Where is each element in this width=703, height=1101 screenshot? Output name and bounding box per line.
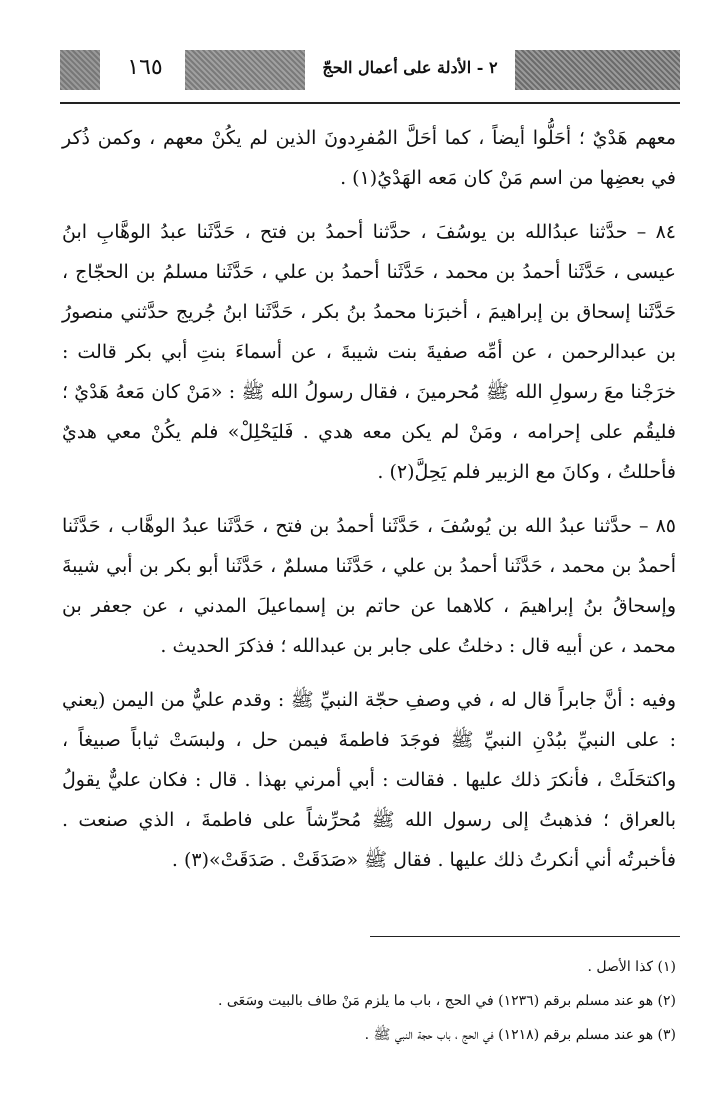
header-decor-middle (185, 50, 305, 90)
footnote-2: (٢) هو عند مسلم برقم (١٢٣٦) في الحج ، باب ما يلزم مَنْ طاف بالبيت وسَعَى . (218, 993, 676, 1009)
paragraph-hadith-85: ٨٥ – حدَّثنا عبدُ الله بن يُوسُفَ ، حَدَّثَنا أحمدُ بن فتح ، حَدَّثَنا عبدُ الوهَّاب ، حَدَّثَنا أحمدُ بن محمد ، حَدَّثَنا أحمدُ بن علي ، حَدَّثَنا مسلمٌ ، حَدَّثَنا أبو بكر بن أبي شيبةَ وإسحاقُ بنُ إبراهيمَ ، كلاهما عن حاتم بن إسماعيلَ المدني ، عن جعفر بن محمد ، عن أبيه قال : دخلتُ على جابر بن عبدالله ؛ فذكرَ الحديث . (62, 515, 676, 657)
header-decor-right (515, 50, 680, 90)
page-header (60, 40, 680, 102)
footnote-1: (١) كذا الأصل . (587, 959, 676, 975)
footnote-rule (370, 936, 680, 937)
paragraph-hadith-84: ٨٤ – حدَّثنا عبدُالله بن يوسُفَ ، حدَّثنا أحمدُ بن فتح ، حَدَّثَنا عبدُ الوهَّابِ ابنُ عيسى ، حَدَّثَنا أحمدُ بن محمد ، حَدَّثَنا أحمدُ بن علي ، حَدَّثَنا مسلمُ بن الحجّاج ، حَدَّثَنا إسحاق بن إبراهيمَ ، أخبرَنا محمدُ بنُ بكر ، حَدَّثَنا ابنُ جُريج حدَّثني منصورُ بن عبدالرحمن ، عن أمِّه صفيةَ بنت شيبةَ ، عن أسماءَ بنتِ أبي بكر قالت : خرَجْنا معَ رسولِ الله ﷺ مُحرمينَ ، فقال رسولُ الله ﷺ : «مَنْ كان مَعهُ هَدْيٌ ؛ فليقُم على إحرامه ، ومَنْ لم يكن معه هدي . فَليَحْلِلْ» فلم يكُنْ معي هديٌ فأحللتُ ، وكانَ مع الزبير فلم يَحِلَّ(٢) . (62, 221, 676, 483)
paragraph-jabir: وفيه : أنَّ جابراً قال له ، في وصفِ حجّة النبيِّ ﷺ : وقدم عليٌّ من اليمن (يعني : على النبيِّ ببُدْنِ النبيِّ ﷺ فوجَدَ فاطمةَ فيمن حل ، ولبسَتْ ثياباً صبيغاً ، واكتحَلَتْ ، فأنكرَ ذلك عليها . فقالت : أبي أمرني بهذا . قال : فكان عليٌّ يقولُ بالعراق ؛ فذهبتُ إلى رسول الله ﷺ مُحرِّشاً على فاطمةَ ، الذي صنعت . فأخبرتُه أني أنكرتُ ذلك عليها . فقال ﷺ «صَدَقَتْ . صَدَقَتْ»(٣) . (62, 689, 676, 871)
header-decor-left (60, 50, 100, 90)
footnotes (62, 950, 676, 1052)
running-title: ٢ - الأدلة على أعمال الحجّ (322, 58, 498, 77)
page-number: ١٦٥ (127, 55, 163, 80)
header-rule (60, 102, 680, 104)
paragraph-continuation: معهم هَدْيٌ ؛ أحَلُّوا أيضاً ، كما أحَلَّ المُفرِدونَ الذين لم يكُنْ معهم ، وكمن ذُكر في بعضِها من اسم مَنْ كان مَعه الهَدْيُ(١) . (62, 127, 676, 189)
main-text (62, 118, 676, 894)
footnote-3: (٣) هو عند مسلم برقم (١٢١٨) في الحج ، باب حجة النبي ﷺ . (364, 1027, 676, 1043)
